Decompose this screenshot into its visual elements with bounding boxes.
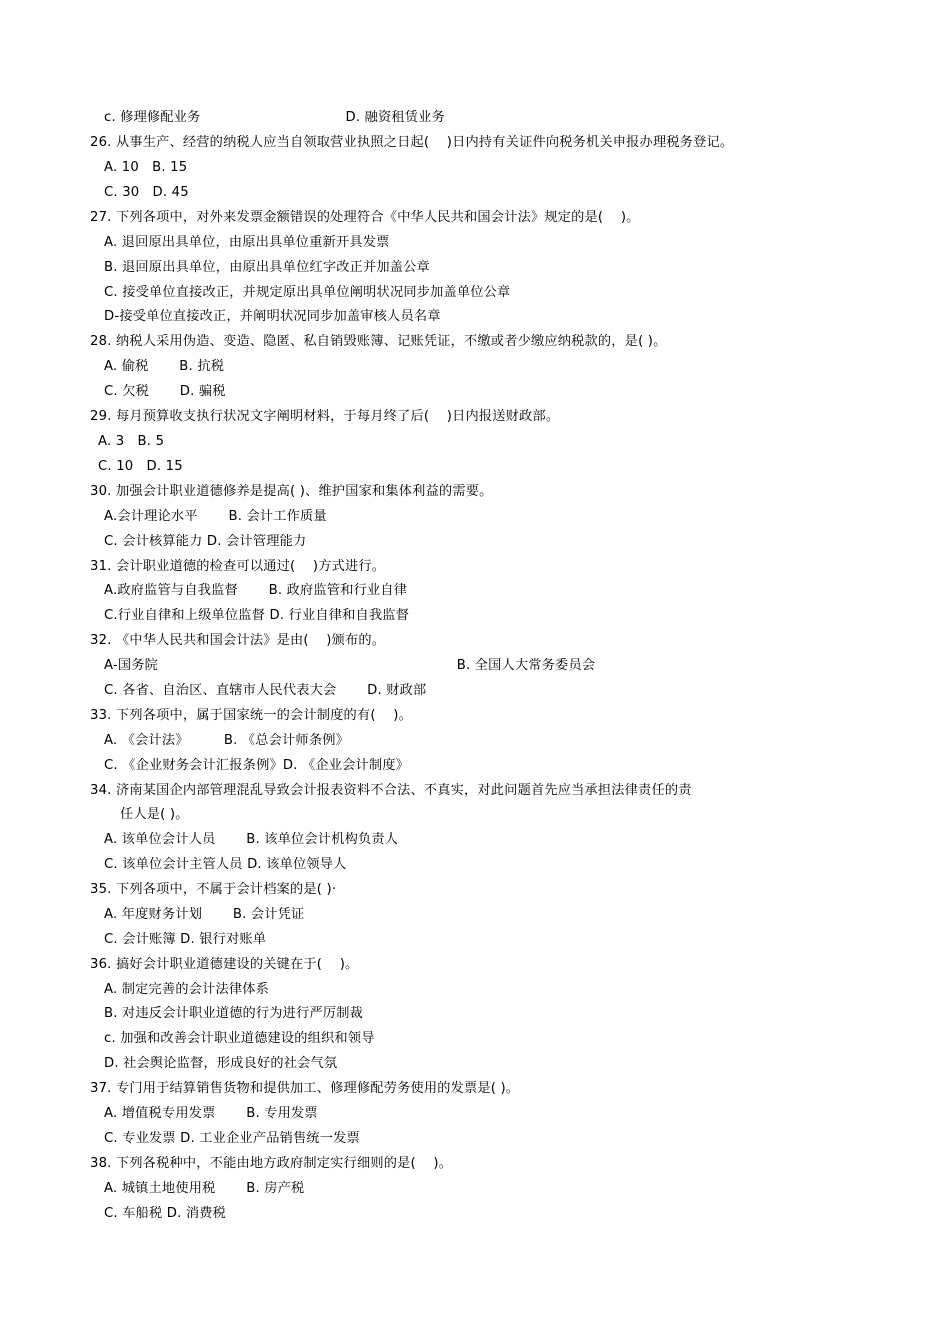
option-line: A. 退回原出具单位，由原出具单位重新开具发票 xyxy=(104,235,390,250)
question-34: 34. 济南某国企内部管理混乱导致会计报表资料不合法、不真实，对此问题首先应当承担法律责任的责 xyxy=(90,783,692,798)
option-line: A.会计理论水平 B. 会计工作质量 xyxy=(104,509,327,524)
option-line: B. 对违反会计职业道德的行为进行严厉制裁 xyxy=(104,1006,364,1021)
option-line: D-接受单位直接改正，并阐明状况同步加盖审核人员名章 xyxy=(104,309,441,324)
question-34-continued: 任人是( )。 xyxy=(120,807,189,822)
option-line: A. 增值税专用发票 B. 专用发票 xyxy=(104,1106,318,1121)
option-line: c. 修理修配业务 D. 融资租赁业务 xyxy=(104,110,445,125)
question-26: 26. 从事生产、经营的纳税人应当自领取营业执照之日起( )日内持有关证件向税务机关申报办理税务登记。 xyxy=(90,135,734,150)
option-line: A.政府监管与自我监督 B. 政府监管和行业自律 xyxy=(104,583,408,598)
option-line: C. 会计核算能力 D. 会计管理能力 xyxy=(104,534,307,549)
option-line: B. 退回原出具单位，由原出具单位红字改正并加盖公章 xyxy=(104,260,430,275)
option-line: D. 社会舆论监督，形成良好的社会气氛 xyxy=(104,1056,338,1071)
option-line: A. 该单位会计人员 B. 该单位会计机构负责人 xyxy=(104,832,399,847)
option-line: C. 30 D. 45 xyxy=(104,185,189,200)
option-line: C. 欠税 D. 骗税 xyxy=(104,384,226,399)
question-35: 35. 下列各项中，不属于会计档案的是( )· xyxy=(90,882,337,897)
option-line: A. 城镇土地使用税 B. 房产税 xyxy=(104,1181,305,1196)
option-line: A. 10 B. 15 xyxy=(104,160,188,175)
option-line: c. 加强和改善会计职业道德建设的组织和领导 xyxy=(104,1031,375,1046)
question-37: 37. 专门用于结算销售货物和提供加工、修理修配劳务使用的发票是( )。 xyxy=(90,1081,520,1096)
option-line: A. 制定完善的会计法律体系 xyxy=(104,982,270,997)
option-line: C. 各省、自治区、直辖市人民代表大会 D. 财政部 xyxy=(104,683,427,698)
question-28: 28. 纳税人采用伪造、变造、隐匿、私自销毁账簿、记账凭证，不缴或者少缴应纳税款的，是( )。 xyxy=(90,334,667,349)
option-line: C.行业自律和上级单位监督 D. 行业自律和自我监督 xyxy=(104,608,410,623)
option-line: A. 偷税 B. 抗税 xyxy=(104,359,225,374)
option-line: C. 专业发票 D. 工业企业产品销售统一发票 xyxy=(104,1131,360,1146)
question-36: 36. 搞好会计职业道德建设的关键在于( )。 xyxy=(90,957,359,972)
option-line: C. 该单位会计主管人员 D. 该单位领导人 xyxy=(104,857,347,872)
question-30: 30. 加强会计职业道德修养是提高( )、维护国家和集体利益的需要。 xyxy=(90,484,493,499)
option-line: C. 接受单位直接改正，并规定原出具单位阐明状况同步加盖单位公章 xyxy=(104,285,511,300)
option-line: A-国务院 B. 全国人大常务委员会 xyxy=(104,658,596,673)
question-38: 38. 下列各税种中，不能由地方政府制定实行细则的是( )。 xyxy=(90,1156,453,1171)
question-31: 31. 会计职业道德的检查可以通过( )方式进行。 xyxy=(90,559,386,574)
option-line: C. 会计账簿 D. 银行对账单 xyxy=(104,932,267,947)
option-line: C. 车船税 D. 消费税 xyxy=(104,1206,227,1221)
option-line: A. 《会计法》 B. 《总会计师条例》 xyxy=(104,733,349,748)
question-32: 32. 《中华人民共和国会计法》是由( )颁布的。 xyxy=(90,633,386,648)
question-33: 33. 下列各项中，属于国家统一的会计制度的有( )。 xyxy=(90,708,412,723)
option-line: C. 10 D. 15 xyxy=(98,459,183,474)
question-29: 29. 每月预算收支执行状况文字阐明材料，于每月终了后( )日内报送财政部。 xyxy=(90,409,560,424)
question-27: 27. 下列各项中，对外来发票金额错误的处理符合《中华人民共和国会计法》规定的是( )。 xyxy=(90,210,640,225)
option-line: A. 年度财务计划 B. 会计凭证 xyxy=(104,907,305,922)
option-line: A. 3 B. 5 xyxy=(98,434,165,449)
option-line: C. 《企业财务会计汇报条例》D. 《企业会计制度》 xyxy=(104,758,410,773)
